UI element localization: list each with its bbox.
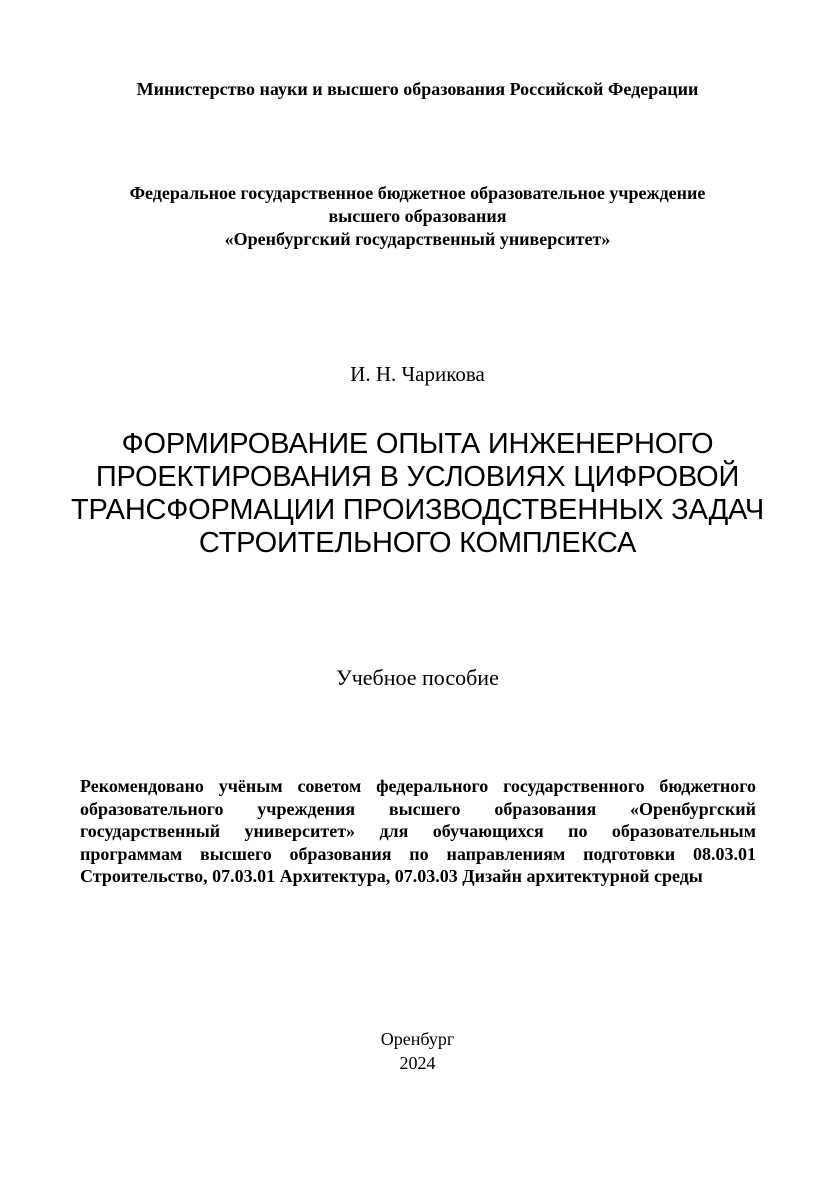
recommendation-line-3: государственный университет» для обучающихся по образовательным [80, 821, 756, 841]
book-title [0, 428, 835, 560]
title-line-4: СТРОИТЕЛЬНОГО КОМПЛЕКСА [198, 527, 637, 559]
title-line-2: ПРОЕКТИРОВАНИЯ В УСЛОВИЯХ ЦИФРОВОЙ [95, 461, 740, 493]
institution-line-1: Федеральное государственное бюджетное образовательное учреждение [129, 183, 706, 203]
institution-line-3: «Оренбургский государственный университет» [224, 229, 611, 249]
publication-city: Оренбург [380, 1029, 455, 1049]
institution-block [0, 182, 835, 251]
title-line-3: ТРАНСФОРМАЦИИ ПРОИЗВОДСТВЕННЫХ ЗАДАЧ [70, 494, 765, 526]
recommendation-line-5: Строительство, 07.03.01 Архитектура, 07.03.03 Дизайн архитектурной среды [80, 866, 703, 886]
publication-year: 2024 [399, 1053, 436, 1073]
document-type: Учебное пособие [336, 665, 499, 690]
author-name: И. Н. Чарикова [350, 362, 485, 386]
institution-line-2: высшего образования [328, 206, 507, 226]
recommendation-line-1: Рекомендовано учёным советом федерального государственного бюджетного [80, 776, 756, 796]
recommendation-text [80, 775, 756, 888]
recommendation-line-2: образовательного учреждения высшего образования «Оренбургский [80, 798, 756, 819]
title-line-1: ФОРМИРОВАНИЕ ОПЫТА ИНЖЕНЕРНОГО [121, 428, 714, 460]
ministry-name: Министерство науки и высшего образования Российской Федерации [136, 79, 699, 99]
recommendation-line-4: программам высшего образования по направлениям подготовки 08.03.01 [80, 843, 756, 864]
